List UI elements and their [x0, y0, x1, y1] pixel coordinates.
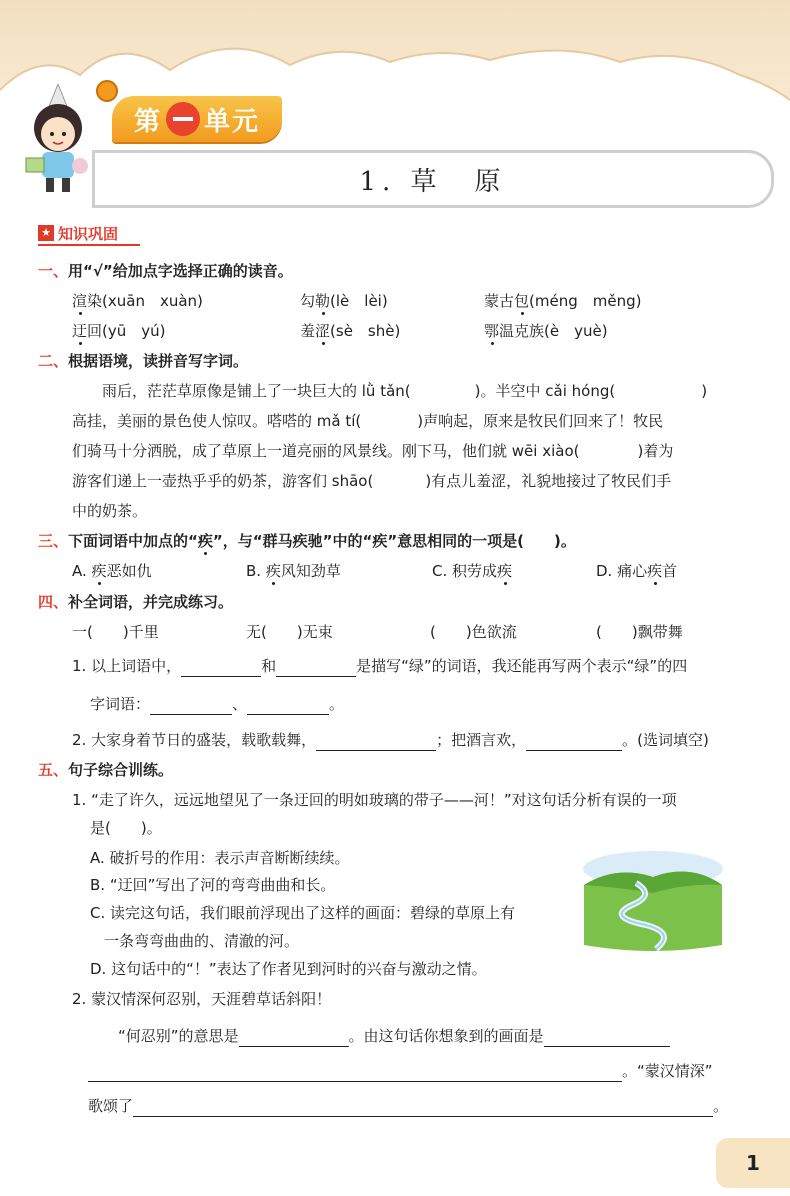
q4-word: 无( )无束: [246, 623, 333, 641]
answer-blank[interactable]: [150, 694, 232, 715]
pushpin-icon: [96, 80, 118, 102]
q1-item: 鄂温克族(è yuè): [484, 322, 608, 340]
page-number: [716, 1138, 790, 1188]
section-tag: [38, 222, 118, 244]
q2-line: 高挂，美丽的景色使人惊叹。嗒嗒的 mǎ tí( )声响起，原来是牧民们回来了！牧民: [72, 412, 664, 430]
lesson-title-bar: [92, 150, 774, 208]
star-icon: ★: [38, 225, 54, 241]
q1-item: 蒙古包(méng měng): [484, 292, 642, 310]
q5-text: 句子综合训练。: [68, 761, 174, 779]
q5-title: [38, 760, 173, 780]
answer-blank[interactable]: [88, 1061, 622, 1082]
q2-line: 们骑马十分洒脱，成了草原上一道亮丽的风景线。刚下马，他们就 wēi xiào( )着为: [72, 442, 674, 460]
q1-item: 勾勒(lè lèi): [300, 292, 388, 310]
q5-option-c-cont: 一条弯弯曲曲的、清澈的河。: [104, 932, 300, 950]
q1-item: 渲染(xuān xuàn): [72, 292, 203, 310]
section-label: 知识巩固: [58, 224, 119, 243]
answer-blank[interactable]: [239, 1026, 349, 1047]
q2-text: 根据语境，读拼音写字词。: [68, 352, 249, 370]
q2-line: 雨后，茫茫草原像是铺上了一块巨大的 lǜ tǎn( )。半空中 cǎi hóng( ): [102, 382, 708, 400]
q5-option-d[interactable]: D. 这句话中的“！”表达了作者见到河时的兴奋与激动之情。: [90, 960, 487, 978]
q2-number: 二、: [38, 352, 69, 370]
q1-number: 一、: [38, 262, 69, 280]
answer-blank[interactable]: [247, 694, 329, 715]
q5-sub1: 1. “走了许久，远远地望见了一条迂回的明如玻璃的带子——河！”对这句话分析有误的一项: [72, 791, 677, 809]
q3-title: 三、下面词语中加点的“疾”，与“群马疾驰”中的“疾”意思相同的一项是( )。: [38, 532, 576, 550]
river-grassland-illustration: [576, 845, 730, 957]
answer-blank[interactable]: [133, 1096, 713, 1117]
unit-suffix: 单元: [204, 106, 261, 137]
answer-blank[interactable]: [316, 730, 436, 751]
q4-word: 一( )千里: [72, 623, 159, 641]
unit-number-one: [166, 102, 200, 136]
answer-blank[interactable]: [276, 656, 356, 677]
q4-title: [38, 592, 233, 612]
answer-blank[interactable]: [181, 656, 261, 677]
q4-sub2: 2. 大家身着节日的盛装，载歌载舞， ；把酒言欢， 。(选词填空): [72, 731, 709, 749]
q5-sub2-line1: “何忍别”的意思是 。由这句话你想象到的画面是: [118, 1026, 670, 1047]
q5-number: 五、: [38, 761, 69, 779]
q4-sub1-cont: 字词语： 、 。: [90, 695, 345, 713]
page-number-text: 1: [746, 1151, 760, 1175]
q4-sub1: 1. 以上词语中， 和 是描写“绿”的词语，我还能再写两个表示“绿”的四: [72, 657, 688, 675]
q5-sub1-cont: 是( )。: [90, 819, 162, 837]
q3-option-d[interactable]: D. 痛心疾首: [596, 562, 678, 580]
q5-option-b[interactable]: B. “迂回”写出了河的弯弯曲曲和长。: [90, 876, 336, 894]
q1-item: 迂回(yū yú): [72, 322, 166, 340]
girl-mascot-icon: [18, 84, 98, 194]
answer-blank[interactable]: [526, 730, 622, 751]
q1-item: 羞涩(sè shè): [300, 322, 401, 340]
q4-text: 补全词语，并完成练习。: [68, 593, 234, 611]
q1-title: [38, 261, 293, 281]
lesson-title: 1. 草 原: [359, 166, 507, 197]
unit-banner: [112, 96, 282, 142]
q3-option-b[interactable]: B. 疾风知劲草: [246, 562, 341, 580]
section-underline: [38, 244, 140, 246]
q2-title: [38, 351, 248, 371]
q5-sub2: 2. 蒙汉情深何忍别，天涯碧草话斜阳！: [72, 990, 332, 1008]
q5-sub2-line3: 歌颂了 。: [88, 1097, 729, 1115]
q2-line: 中的奶茶。: [72, 502, 148, 520]
q5-option-a[interactable]: A. 破折号的作用：表示声音断断续续。: [90, 849, 350, 867]
q5-option-c[interactable]: C. 读完这句话，我们眼前浮现出了这样的画面：碧绿的草原上有: [90, 904, 516, 922]
q3-option-c[interactable]: C. 积劳成疾: [432, 562, 513, 580]
q5-sub2-line2: 。“蒙汉情深”: [88, 1061, 713, 1082]
q4-word: ( )飘带舞: [596, 623, 683, 641]
q2-line: 游客们递上一壶热乎乎的奶茶，游客们 shāo( )有点儿羞涩，礼貌地接过了牧民们手: [72, 472, 672, 490]
unit-prefix: 第: [133, 106, 162, 137]
q4-number: 四、: [38, 593, 69, 611]
q3-option-a[interactable]: A. 疾恶如仇: [72, 562, 152, 580]
q3-number: 三、: [38, 532, 69, 550]
q4-word: ( )色欲流: [430, 623, 517, 641]
q1-text: 用“√”给加点字选择正确的读音。: [68, 262, 293, 280]
answer-blank[interactable]: [544, 1026, 670, 1047]
